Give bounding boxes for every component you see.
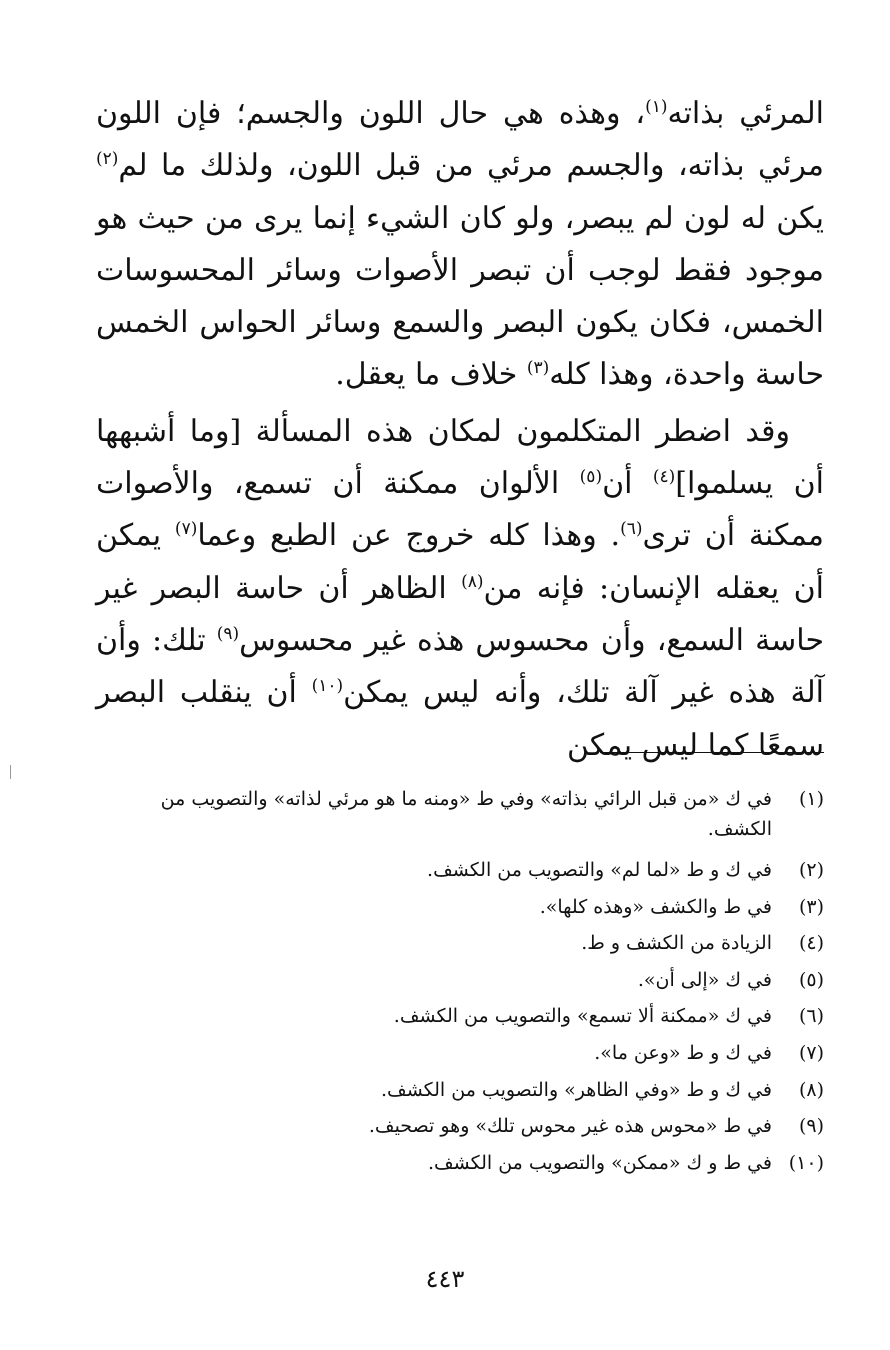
text-run: يكن له لون لم يبصر، ولو كان الشيء إنما يرى من حيث هو موجود فقط لوجب أن تبصر الأصوات وسائر المحسوسات الخمس، فكان يكون البصر والسمع وسائر الحواس الخمس حاسة واحدة، وهذا كله [96,200,824,393]
footnote-number: (٣) [798,895,824,918]
footnote-number: (٧) [798,1041,824,1064]
footnote-text: في ك و ط «وعن ما». [594,1041,772,1064]
footnote-item [92,852,824,889]
footnote-item [92,925,824,962]
footnote-reference: (٣) [526,358,550,379]
footnote-text: في ك و ط «وفي الظاهر» والتصويب من الكشف. [380,1078,772,1101]
footnote-item [92,962,824,999]
text-run: يمكن أن يعقله الإنسان: فإنه من [96,518,824,606]
margin-mark [10,765,11,779]
paragraph-1 [96,88,824,402]
footnote-item [92,889,824,926]
footnotes-list [92,784,824,1181]
footnote-reference: (٧) [174,519,198,540]
footnote-text: الزيادة من الكشف و ط. [581,932,772,955]
footnote-reference: (٩) [216,623,240,644]
footnote-text: في ط «محوس هذه غير محوس تلك» وهو تصحيف. [368,1115,772,1138]
footnote-reference: (٤) [652,467,676,488]
footnote-text: في ط والكشف «وهذه كلها». [539,895,772,918]
text-run: أن [602,466,653,502]
text-run: وقد اضطر المتكلمون لمكان هذه المسألة [وما أشبهها أن يسلموا] [96,413,825,502]
footnote-number: (١٠) [788,1151,824,1174]
footnote-item [92,1035,824,1072]
footnote-separator [600,752,824,753]
footnote-item [92,998,824,1035]
footnote-item [92,1108,824,1145]
footnote-number: (٤) [798,932,824,955]
text-run: خلاف ما يعقل. [335,357,527,393]
main-text [96,88,824,772]
text-run: المرئي بذاته [667,96,824,131]
footnote-reference: (٦) [620,519,643,540]
footnote-number: (٢) [798,859,824,881]
text-run: . وهذا كله خروج عن الطبع وعما [197,518,621,554]
footnote-number: (٥) [798,968,824,991]
paragraph-2 [96,406,824,772]
footnote-number: (٨) [798,1078,824,1101]
footnote-reference: (٥) [579,467,603,488]
footnote-reference: (٨) [461,571,484,592]
text-run: الظاهر أن حاسة البصر غير حاسة السمع، وأن محسوس هذه غير محسوس [96,570,824,658]
page-number: ٤٤٣ [425,1265,465,1293]
footnote-number: (٩) [798,1115,824,1138]
footnote-text: في ك «من قبل الرائي بذاته» وفي ط «ومنه ما هو مرئي لذاته» والتصويب من الكشف. [160,788,772,840]
text-run: ، وهذه هي حال اللون والجسم؛ فإن اللون مرئي بذاته، والجسم مرئي من قبل اللون، ولذلك ما لم [96,96,824,184]
footnote-text: في ك «إلى أن». [637,968,772,991]
footnote-text: في ك و ط «لما لم» والتصويب من الكشف. [427,859,772,881]
footnote-number: (٦) [798,1005,824,1028]
footnote-item [92,1145,824,1182]
footnote-text: في ط و ك «ممكن» والتصويب من الكشف. [427,1151,772,1174]
footnote-reference: (١) [645,97,668,117]
footnote-reference: (١٠) [311,676,344,697]
text-run: تلك: وأن آلة هذه غير آلة تلك، وأنه ليس يمكن [96,622,824,711]
footnote-number: (١) [798,788,824,810]
footnote-reference: (٢) [96,149,119,170]
footnote-item [92,1072,824,1109]
footnote-text: في ك «ممكنة ألا تسمع» والتصويب من الكشف. [393,1005,772,1028]
footnote-item [92,784,824,844]
text-run: الألوان ممكنة أن تسمع، والأصوات ممكنة أن ترى [96,466,825,554]
text-run: أن ينقلب البصر سمعًا كما ليس يمكن [96,675,824,763]
